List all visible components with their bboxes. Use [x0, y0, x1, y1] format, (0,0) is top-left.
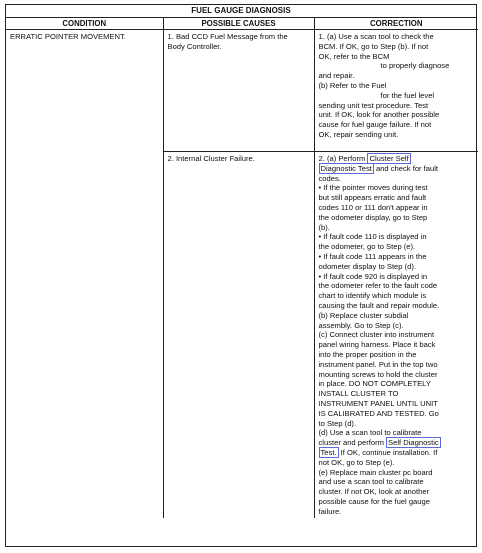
- correction-2-line: [319, 448, 476, 458]
- correction-1-line: BCM. If OK, go to Step (b). If not: [318, 41, 429, 51]
- correction-2-line: assembly. Go to Step (c).: [318, 320, 404, 330]
- correction-2-line: the odometer display, go to Step: [318, 212, 428, 222]
- header-row: [6, 18, 478, 30]
- correction-2-line: in place. DO NOT COMPLETELY: [318, 379, 431, 389]
- correction-2-steps-end: [319, 458, 476, 517]
- correction-2-line: but still appears erratic and fault: [318, 193, 427, 203]
- page-title: FUEL GAUGE DIAGNOSIS: [6, 5, 476, 18]
- correction-2-line: codes.: [318, 173, 341, 183]
- correction-cell-2: [314, 152, 478, 519]
- diagnosis-sheet: [5, 4, 477, 547]
- correction-2-line: chart to identify which module is: [318, 291, 427, 301]
- correction-2-line: • If fault code 920 is displayed in: [318, 271, 428, 281]
- correction-2-prefix: 2. (a) Perform: [318, 154, 366, 163]
- correction-1-line: OK, repair sending unit.: [318, 129, 399, 139]
- condition-text: ERRATIC POINTER MOVEMENT.: [10, 32, 126, 41]
- correction-2-line: • If fault code 110 is displayed in: [318, 232, 427, 242]
- correction-1-line: unit. If OK, look for another possible: [318, 110, 440, 120]
- correction-2-line: • If fault code 111 appears in the: [318, 251, 427, 261]
- correction-1-line: to properly diagnose: [380, 61, 450, 71]
- correction-2-line: panel wiring harness. Place it back: [318, 340, 436, 350]
- correction-2-line: [319, 438, 476, 448]
- diagnosis-table: [6, 18, 478, 518]
- correction-2-line: the odometer refer to the fault code: [318, 281, 438, 291]
- cluster-self-diagnostic-link[interactable]: Cluster Self: [369, 154, 409, 163]
- correction-2-line: and use a scan tool to calibrate: [318, 477, 424, 487]
- correction-2-line: (e) Replace main cluster pc board: [318, 467, 433, 477]
- header-condition: CONDITION: [6, 18, 163, 30]
- cause-cell-1: [163, 30, 314, 152]
- correction-2-line: (b) Replace cluster subdial: [318, 310, 409, 320]
- correction-2-line: the odometer, go to Step (e).: [318, 242, 416, 252]
- correction-2-line: (d) Use a scan tool to calibrate: [318, 428, 422, 438]
- correction-2-steps: [319, 174, 476, 439]
- correction-2-line: (c) Connect cluster into instrument: [318, 330, 435, 340]
- correction-2-line: (b).: [318, 222, 330, 232]
- correction-1-line: and repair.: [318, 71, 355, 81]
- correction-2-line: INSTALL CLUSTER TO: [318, 389, 399, 399]
- correction-2-d-prefix: cluster and perform: [318, 438, 384, 448]
- correction-2-line: INSTRUMENT PANEL UNTIL UNIT: [318, 398, 438, 408]
- correction-1-line: cause for fuel gauge failure. If not: [318, 120, 432, 130]
- table-row: [6, 30, 478, 152]
- correction-1-line: (b) Refer to the Fuel: [318, 80, 387, 90]
- correction-1-line: for the fuel level: [380, 90, 435, 100]
- correction-2-d-suffix: If OK, continue installation. If: [340, 447, 438, 457]
- correction-2-line: into the proper position in the: [318, 349, 417, 359]
- correction-2-line: mounting screws to hold the cluster: [318, 369, 438, 379]
- correction-2-line: not OK, go to Step (e).: [318, 457, 395, 467]
- correction-cell-1: [314, 30, 478, 152]
- correction-2-line: • If the pointer moves during test: [318, 183, 428, 193]
- correction-2-line: instrument panel. Put in the top two: [318, 359, 438, 369]
- self-diagnostic-link[interactable]: Self Diagnostic: [388, 438, 439, 448]
- correction-1-line: sending unit test procedure. Test: [318, 100, 429, 110]
- correction-2-line: possible cause for the fuel gauge: [318, 496, 430, 506]
- correction-1-line: OK, refer to the BCM: [318, 51, 390, 61]
- correction-2-line: cluster. If not OK, look at another: [318, 487, 430, 497]
- self-diagnostic-link[interactable]: Test.: [320, 447, 337, 457]
- correction-2-line: IS CALIBRATED AND TESTED. Go: [318, 408, 439, 418]
- cause-1-line: 1. Bad CCD Fuel Message from the: [167, 32, 288, 41]
- correction-2-line: failure.: [318, 506, 342, 516]
- cause-cell-2: [163, 152, 314, 519]
- correction-2-line: to Step (d).: [318, 418, 357, 428]
- correction-2-line: [319, 164, 476, 174]
- header-causes: POSSIBLE CAUSES: [163, 18, 314, 30]
- cluster-self-diagnostic-link[interactable]: Diagnostic Test: [320, 163, 372, 173]
- condition-cell: [6, 30, 163, 519]
- correction-2-line: odometer display to Step (d).: [318, 261, 417, 271]
- correction-2-suffix: and check for fault: [375, 163, 439, 173]
- header-correction: CORRECTION: [314, 18, 478, 30]
- correction-2-line: codes 110 or 111 don't appear in: [318, 202, 428, 212]
- cause-2-line: 2. Internal Cluster Failure.: [167, 154, 255, 163]
- correction-1-line: 1. (a) Use a scan tool to check the: [318, 32, 434, 41]
- cause-1-line: Body Controller.: [167, 41, 222, 51]
- correction-2-line: causing the fault and repair module.: [318, 300, 440, 310]
